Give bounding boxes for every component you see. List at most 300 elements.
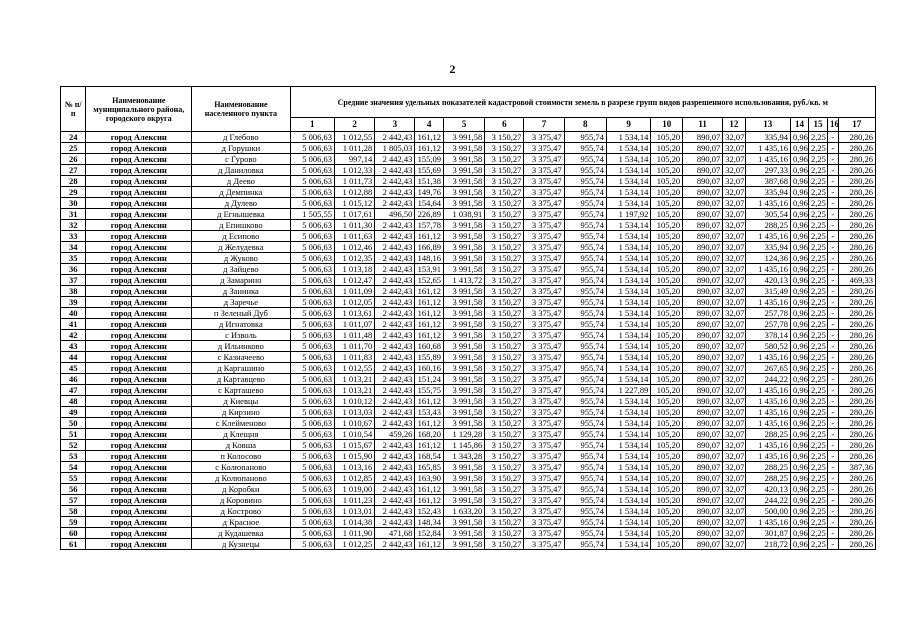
value-cell-col-3: 2 442,43 (375, 297, 415, 308)
value-cell-col-2: 1 013,21 (335, 374, 375, 385)
value-cell-col-4: 163,90 (415, 473, 444, 484)
value-cell-col-5: 3 991,58 (443, 407, 484, 418)
value-cell-col-9: 1 534,14 (606, 517, 650, 528)
row-number-cell: 54 (61, 462, 86, 473)
value-cell-col-4: 154,64 (415, 198, 444, 209)
value-cell-col-3: 2 442,43 (375, 319, 415, 330)
value-cell-col-9: 1 534,14 (606, 363, 650, 374)
value-cell-col-2: 1 010,67 (335, 418, 375, 429)
value-cell-col-12: 32,07 (723, 154, 745, 165)
table-row (61, 209, 876, 220)
value-cell-col-10: 105,20 (651, 495, 683, 506)
value-cell-col-1: 5 006,63 (290, 242, 334, 253)
row-number-cell: 48 (61, 396, 86, 407)
settlement-cell: д Кострово (192, 506, 290, 517)
value-cell-col-8: 955,74 (564, 363, 606, 374)
value-cell-col-6: 3 150,27 (485, 165, 524, 176)
value-cell-col-4: 155,69 (415, 165, 444, 176)
value-cell-col-17: 469,33 (838, 275, 875, 286)
value-cell-col-17: 280,26 (838, 451, 875, 462)
value-cell-col-2: 1 012,88 (335, 187, 375, 198)
value-cell-col-10: 105,20 (651, 528, 683, 539)
value-cell-col-5: 3 991,58 (443, 253, 484, 264)
value-cell-col-7: 3 375,47 (524, 275, 564, 286)
table-row (61, 363, 876, 374)
value-cell-col-16: - (828, 396, 839, 407)
value-cell-col-4: 157,78 (415, 220, 444, 231)
row-number-cell: 59 (61, 517, 86, 528)
value-cell-col-17: 280,26 (838, 297, 875, 308)
value-cell-col-16: - (828, 440, 839, 451)
value-cell-col-12: 32,07 (723, 429, 745, 440)
value-cell-col-10: 105,20 (651, 176, 683, 187)
value-cell-col-4: 148,34 (415, 517, 444, 528)
value-cell-col-15: 2,25 (808, 385, 827, 396)
value-cell-col-14: 0,96 (790, 187, 808, 198)
value-cell-col-3: 2 442,43 (375, 253, 415, 264)
value-cell-col-17: 280,26 (838, 363, 875, 374)
row-number-cell: 53 (61, 451, 86, 462)
value-cell-col-2: 1 011,30 (335, 220, 375, 231)
value-cell-col-14: 0,96 (790, 484, 808, 495)
value-cell-col-2: 1 012,55 (335, 132, 375, 143)
value-cell-col-16: - (828, 374, 839, 385)
value-cell-col-9: 1 534,14 (606, 242, 650, 253)
value-cell-col-12: 32,07 (723, 506, 745, 517)
value-cell-col-10: 105,20 (651, 198, 683, 209)
value-cell-col-8: 955,74 (564, 154, 606, 165)
value-cell-col-17: 280,26 (838, 396, 875, 407)
value-cell-col-12: 32,07 (723, 374, 745, 385)
settlement-cell: д Каргашино (192, 363, 290, 374)
row-number-cell: 51 (61, 429, 86, 440)
value-cell-col-4: 161,12 (415, 495, 444, 506)
value-cell-col-4: 155,75 (415, 385, 444, 396)
value-cell-col-1: 5 006,63 (290, 198, 334, 209)
value-cell-col-7: 3 375,47 (524, 517, 564, 528)
value-cell-col-8: 955,74 (564, 396, 606, 407)
value-cell-col-14: 0,96 (790, 231, 808, 242)
value-cell-col-4: 161,12 (415, 418, 444, 429)
value-cell-col-17: 280,26 (838, 418, 875, 429)
cadastral-value-table-container (60, 86, 876, 550)
value-cell-col-16: - (828, 539, 839, 550)
row-number-cell: 39 (61, 297, 86, 308)
value-cell-col-14: 0,96 (790, 297, 808, 308)
value-cell-col-4: 161,12 (415, 308, 444, 319)
district-cell: город Алексин (86, 506, 192, 517)
value-cell-col-11: 890,07 (683, 440, 723, 451)
value-cell-col-1: 5 006,63 (290, 517, 334, 528)
value-cell-col-1: 5 006,63 (290, 132, 334, 143)
value-cell-col-12: 32,07 (723, 297, 745, 308)
table-row (61, 473, 876, 484)
value-cell-col-2: 1 011,73 (335, 176, 375, 187)
value-cell-col-5: 3 991,58 (443, 484, 484, 495)
value-cell-col-15: 2,25 (808, 253, 827, 264)
value-cell-col-3: 2 442,43 (375, 132, 415, 143)
value-cell-col-4: 161,12 (415, 539, 444, 550)
value-cell-col-5: 3 991,58 (443, 220, 484, 231)
value-cell-col-6: 3 150,27 (485, 187, 524, 198)
value-cell-col-8: 955,74 (564, 209, 606, 220)
value-cell-col-15: 2,25 (808, 275, 827, 286)
district-cell: город Алексин (86, 297, 192, 308)
settlement-cell: п Зеленый Дуб (192, 308, 290, 319)
settlement-cell: д Кирзино (192, 407, 290, 418)
value-cell-col-7: 3 375,47 (524, 231, 564, 242)
value-cell-col-17: 280,26 (838, 495, 875, 506)
value-cell-col-17: 280,26 (838, 209, 875, 220)
value-cell-col-12: 32,07 (723, 341, 745, 352)
value-cell-col-15: 2,25 (808, 451, 827, 462)
value-cell-col-8: 955,74 (564, 308, 606, 319)
header-col-12: 12 (723, 118, 745, 132)
value-cell-col-12: 32,07 (723, 176, 745, 187)
value-cell-col-6: 3 150,27 (485, 440, 524, 451)
value-cell-col-8: 955,74 (564, 319, 606, 330)
table-row (61, 528, 876, 539)
value-cell-col-3: 2 442,43 (375, 231, 415, 242)
row-number-cell: 28 (61, 176, 86, 187)
district-cell: город Алексин (86, 517, 192, 528)
district-cell: город Алексин (86, 363, 192, 374)
value-cell-col-10: 105,20 (651, 253, 683, 264)
settlement-cell: д Игнатовка (192, 319, 290, 330)
table-row (61, 187, 876, 198)
value-cell-col-11: 890,07 (683, 176, 723, 187)
value-cell-col-8: 955,74 (564, 517, 606, 528)
value-cell-col-15: 2,25 (808, 286, 827, 297)
value-cell-col-6: 3 150,27 (485, 539, 524, 550)
table-row (61, 143, 876, 154)
value-cell-col-3: 2 442,43 (375, 473, 415, 484)
value-cell-col-15: 2,25 (808, 242, 827, 253)
row-number-cell: 31 (61, 209, 86, 220)
value-cell-col-12: 32,07 (723, 209, 745, 220)
value-cell-col-15: 2,25 (808, 484, 827, 495)
value-cell-col-6: 3 150,27 (485, 275, 524, 286)
table-row (61, 506, 876, 517)
value-cell-col-1: 5 006,63 (290, 484, 334, 495)
value-cell-col-5: 3 991,58 (443, 198, 484, 209)
value-cell-col-12: 32,07 (723, 231, 745, 242)
value-cell-col-6: 3 150,27 (485, 495, 524, 506)
row-number-cell: 42 (61, 330, 86, 341)
value-cell-col-4: 226,89 (415, 209, 444, 220)
value-cell-col-7: 3 375,47 (524, 143, 564, 154)
value-cell-col-16: - (828, 264, 839, 275)
value-cell-col-14: 0,96 (790, 396, 808, 407)
value-cell-col-2: 1 013,21 (335, 385, 375, 396)
value-cell-col-17: 280,26 (838, 132, 875, 143)
value-cell-col-13: 244,22 (745, 495, 790, 506)
row-number-cell: 52 (61, 440, 86, 451)
value-cell-col-7: 3 375,47 (524, 308, 564, 319)
value-cell-col-1: 5 006,63 (290, 396, 334, 407)
value-cell-col-14: 0,96 (790, 341, 808, 352)
value-cell-col-11: 890,07 (683, 374, 723, 385)
district-cell: город Алексин (86, 341, 192, 352)
value-cell-col-10: 105,20 (651, 297, 683, 308)
value-cell-col-17: 280,26 (838, 539, 875, 550)
value-cell-col-3: 2 442,43 (375, 308, 415, 319)
table-row (61, 253, 876, 264)
value-cell-col-15: 2,25 (808, 341, 827, 352)
district-cell: город Алексин (86, 220, 192, 231)
value-cell-col-13: 257,78 (745, 319, 790, 330)
value-cell-col-6: 3 150,27 (485, 462, 524, 473)
value-cell-col-6: 3 150,27 (485, 220, 524, 231)
row-number-cell: 41 (61, 319, 86, 330)
value-cell-col-9: 1 534,14 (606, 286, 650, 297)
value-cell-col-17: 280,26 (838, 220, 875, 231)
value-cell-col-14: 0,96 (790, 462, 808, 473)
value-cell-col-11: 890,07 (683, 506, 723, 517)
value-cell-col-3: 2 442,43 (375, 418, 415, 429)
value-cell-col-2: 1 012,85 (335, 473, 375, 484)
table-row (61, 407, 876, 418)
value-cell-col-14: 0,96 (790, 418, 808, 429)
value-cell-col-6: 3 150,27 (485, 286, 524, 297)
value-cell-col-15: 2,25 (808, 264, 827, 275)
settlement-cell: д Колюпаново (192, 473, 290, 484)
value-cell-col-11: 890,07 (683, 407, 723, 418)
value-cell-col-2: 1 015,12 (335, 198, 375, 209)
value-cell-col-11: 890,07 (683, 143, 723, 154)
settlement-cell: д Зайцево (192, 264, 290, 275)
value-cell-col-2: 1 011,90 (335, 528, 375, 539)
value-cell-col-3: 2 442,43 (375, 462, 415, 473)
value-cell-col-10: 105,20 (651, 517, 683, 528)
value-cell-col-2: 1 011,48 (335, 330, 375, 341)
value-cell-col-13: 335,94 (745, 132, 790, 143)
value-cell-col-17: 280,26 (838, 154, 875, 165)
value-cell-col-2: 1 015,90 (335, 451, 375, 462)
value-cell-col-5: 3 991,58 (443, 341, 484, 352)
page-number: 2 (449, 62, 456, 76)
value-cell-col-10: 105,20 (651, 484, 683, 495)
value-cell-col-12: 32,07 (723, 495, 745, 506)
value-cell-col-3: 2 442,43 (375, 407, 415, 418)
value-cell-col-13: 1 435,16 (745, 440, 790, 451)
value-cell-col-14: 0,96 (790, 429, 808, 440)
value-cell-col-10: 105,20 (651, 462, 683, 473)
value-cell-col-6: 3 150,27 (485, 297, 524, 308)
value-cell-col-13: 301,87 (745, 528, 790, 539)
value-cell-col-15: 2,25 (808, 440, 827, 451)
value-cell-col-3: 2 442,43 (375, 374, 415, 385)
value-cell-col-5: 3 991,58 (443, 132, 484, 143)
value-cell-col-14: 0,96 (790, 539, 808, 550)
value-cell-col-11: 890,07 (683, 187, 723, 198)
value-cell-col-14: 0,96 (790, 220, 808, 231)
value-cell-col-17: 280,26 (838, 319, 875, 330)
district-cell: город Алексин (86, 407, 192, 418)
value-cell-col-7: 3 375,47 (524, 198, 564, 209)
value-cell-col-4: 161,12 (415, 132, 444, 143)
value-cell-col-14: 0,96 (790, 264, 808, 275)
value-cell-col-7: 3 375,47 (524, 286, 564, 297)
value-cell-col-2: 1 011,07 (335, 319, 375, 330)
value-cell-col-2: 1 013,01 (335, 506, 375, 517)
value-cell-col-11: 890,07 (683, 495, 723, 506)
district-cell: город Алексин (86, 165, 192, 176)
value-cell-col-7: 3 375,47 (524, 473, 564, 484)
value-cell-col-5: 3 991,58 (443, 165, 484, 176)
value-cell-col-8: 955,74 (564, 440, 606, 451)
value-cell-col-1: 5 006,63 (290, 407, 334, 418)
value-cell-col-1: 5 006,63 (290, 506, 334, 517)
value-cell-col-13: 124,36 (745, 253, 790, 264)
value-cell-col-3: 2 442,43 (375, 352, 415, 363)
value-cell-col-9: 1 534,14 (606, 176, 650, 187)
value-cell-col-8: 955,74 (564, 495, 606, 506)
value-cell-col-2: 1 012,33 (335, 165, 375, 176)
value-cell-col-10: 105,20 (651, 396, 683, 407)
value-cell-col-14: 0,96 (790, 407, 808, 418)
value-cell-col-15: 2,25 (808, 374, 827, 385)
value-cell-col-1: 5 006,63 (290, 308, 334, 319)
value-cell-col-12: 32,07 (723, 264, 745, 275)
district-cell: город Алексин (86, 418, 192, 429)
value-cell-col-11: 890,07 (683, 154, 723, 165)
value-cell-col-4: 166,89 (415, 242, 444, 253)
value-cell-col-5: 3 991,58 (443, 286, 484, 297)
value-cell-col-12: 32,07 (723, 143, 745, 154)
settlement-cell: д Даниловка (192, 165, 290, 176)
value-cell-col-2: 1 011,70 (335, 341, 375, 352)
value-cell-col-16: - (828, 517, 839, 528)
value-cell-col-4: 148,16 (415, 253, 444, 264)
value-cell-col-9: 1 534,14 (606, 264, 650, 275)
value-cell-col-9: 1 534,14 (606, 330, 650, 341)
value-cell-col-12: 32,07 (723, 517, 745, 528)
settlement-cell: д Клещня (192, 429, 290, 440)
value-cell-col-2: 1 013,61 (335, 308, 375, 319)
value-cell-col-9: 1 534,14 (606, 440, 650, 451)
row-number-cell: 45 (61, 363, 86, 374)
district-cell: город Алексин (86, 286, 192, 297)
value-cell-col-8: 955,74 (564, 330, 606, 341)
value-cell-col-9: 1 534,14 (606, 132, 650, 143)
value-cell-col-12: 32,07 (723, 363, 745, 374)
value-cell-col-7: 3 375,47 (524, 165, 564, 176)
value-cell-col-16: - (828, 220, 839, 231)
value-cell-col-8: 955,74 (564, 473, 606, 484)
value-cell-col-15: 2,25 (808, 407, 827, 418)
value-cell-col-10: 105,20 (651, 143, 683, 154)
value-cell-col-12: 32,07 (723, 187, 745, 198)
value-cell-col-17: 280,26 (838, 253, 875, 264)
value-cell-col-16: - (828, 484, 839, 495)
settlement-cell: с Гурово (192, 154, 290, 165)
value-cell-col-3: 2 442,43 (375, 330, 415, 341)
settlement-cell: д Коробки (192, 484, 290, 495)
value-cell-col-15: 2,25 (808, 495, 827, 506)
value-cell-col-16: - (828, 187, 839, 198)
value-cell-col-6: 3 150,27 (485, 396, 524, 407)
value-cell-col-10: 105,20 (651, 319, 683, 330)
value-cell-col-5: 3 991,58 (443, 352, 484, 363)
value-cell-col-1: 5 006,63 (290, 440, 334, 451)
value-cell-col-1: 5 006,63 (290, 418, 334, 429)
value-cell-col-8: 955,74 (564, 407, 606, 418)
value-cell-col-10: 105,20 (651, 374, 683, 385)
value-cell-col-11: 890,07 (683, 231, 723, 242)
settlement-cell: д Кузнецы (192, 539, 290, 550)
value-cell-col-5: 3 991,58 (443, 374, 484, 385)
value-cell-col-11: 890,07 (683, 209, 723, 220)
row-number-cell: 30 (61, 198, 86, 209)
header-col-17: 17 (838, 118, 875, 132)
header-row-number: № п/п (61, 87, 86, 132)
value-cell-col-1: 5 006,63 (290, 154, 334, 165)
value-cell-col-6: 3 150,27 (485, 264, 524, 275)
value-cell-col-6: 3 150,27 (485, 363, 524, 374)
table-row (61, 451, 876, 462)
value-cell-col-5: 3 991,58 (443, 319, 484, 330)
value-cell-col-10: 105,20 (651, 308, 683, 319)
value-cell-col-8: 955,74 (564, 429, 606, 440)
value-cell-col-8: 955,74 (564, 275, 606, 286)
value-cell-col-4: 161,12 (415, 330, 444, 341)
header-col-1: 1 (290, 118, 334, 132)
value-cell-col-11: 890,07 (683, 253, 723, 264)
value-cell-col-6: 3 150,27 (485, 330, 524, 341)
value-cell-col-7: 3 375,47 (524, 539, 564, 550)
value-cell-col-16: - (828, 275, 839, 286)
district-cell: город Алексин (86, 319, 192, 330)
table-row (61, 176, 876, 187)
value-cell-col-12: 32,07 (723, 528, 745, 539)
value-cell-col-3: 2 442,43 (375, 264, 415, 275)
value-cell-col-15: 2,25 (808, 462, 827, 473)
value-cell-col-5: 3 991,58 (443, 143, 484, 154)
value-cell-col-1: 5 006,63 (290, 143, 334, 154)
value-cell-col-15: 2,25 (808, 209, 827, 220)
value-cell-col-10: 105,20 (651, 440, 683, 451)
value-cell-col-8: 955,74 (564, 374, 606, 385)
row-number-cell: 34 (61, 242, 86, 253)
value-cell-col-12: 32,07 (723, 198, 745, 209)
value-cell-col-10: 105,20 (651, 209, 683, 220)
table-row (61, 132, 876, 143)
value-cell-col-9: 1 534,14 (606, 374, 650, 385)
value-cell-col-15: 2,25 (808, 143, 827, 154)
value-cell-col-1: 5 006,63 (290, 539, 334, 550)
value-cell-col-11: 890,07 (683, 484, 723, 495)
value-cell-col-6: 3 150,27 (485, 352, 524, 363)
table-row (61, 231, 876, 242)
value-cell-col-6: 3 150,27 (485, 385, 524, 396)
value-cell-col-11: 890,07 (683, 418, 723, 429)
value-cell-col-17: 280,26 (838, 374, 875, 385)
settlement-cell: д Ильинково (192, 341, 290, 352)
value-cell-col-9: 1 534,14 (606, 297, 650, 308)
value-cell-col-2: 1 017,61 (335, 209, 375, 220)
value-cell-col-1: 5 006,63 (290, 319, 334, 330)
value-cell-col-7: 3 375,47 (524, 506, 564, 517)
value-cell-col-12: 32,07 (723, 385, 745, 396)
value-cell-col-5: 3 991,58 (443, 396, 484, 407)
value-cell-col-14: 0,96 (790, 143, 808, 154)
value-cell-col-11: 890,07 (683, 297, 723, 308)
table-row (61, 275, 876, 286)
row-number-cell: 38 (61, 286, 86, 297)
value-cell-col-7: 3 375,47 (524, 187, 564, 198)
value-cell-col-7: 3 375,47 (524, 451, 564, 462)
